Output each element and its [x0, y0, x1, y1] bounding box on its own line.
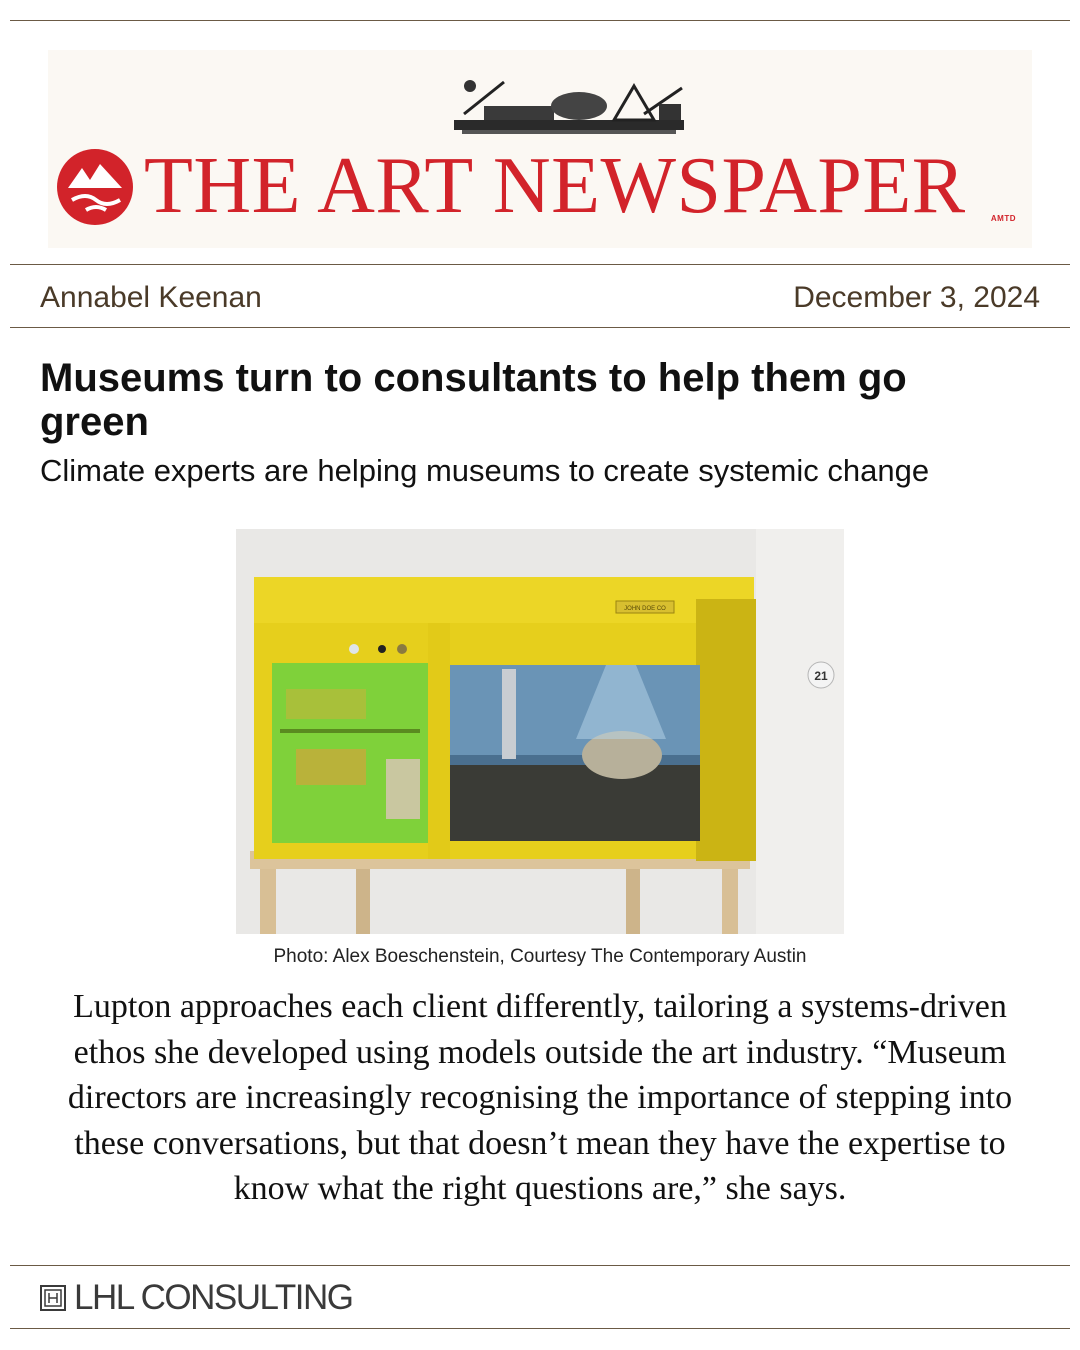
footer-brand-name: LHL CONSULTING — [74, 1278, 353, 1317]
byline-bottom-rule — [10, 327, 1070, 328]
masthead-bottom-rule — [10, 264, 1070, 265]
footer-top-rule — [10, 1265, 1070, 1266]
article-photo — [236, 529, 844, 934]
article-headline: Museums turn to consultants to help them go green — [40, 356, 907, 444]
cabinet-plate-label: JOHN DOE CO — [624, 606, 666, 612]
byline — [40, 276, 1040, 320]
footer-brand — [40, 1278, 353, 1318]
author-name: Annabel Keenan — [40, 281, 262, 314]
lhl-monogram-icon — [40, 1285, 66, 1311]
masthead-title: THE ART NEWSPAPER — [144, 142, 966, 230]
article-subheadline: Climate experts are helping museums to create systemic change — [40, 453, 930, 488]
mountain-seal-icon — [56, 148, 134, 226]
photo-caption: Photo: Alex Boeschenstein, Courtesy The Contemporary Austin — [273, 946, 807, 967]
publish-date: December 3, 2024 — [793, 281, 1040, 314]
article-quote: Lupton approaches each client differently, tailoring a systems-driven ethos she developed using models outside the art industry. “Museum directors are increasingly recognising the importance of stepping into these conversations, but that doesn’t mean they have the expertise to know what the right questions are,” she says. — [67, 988, 1013, 1207]
bottom-rule — [10, 1328, 1070, 1329]
wall-number-label: 21 — [814, 669, 828, 683]
masthead-submark: AMTD — [990, 214, 1016, 223]
top-rule — [10, 20, 1070, 21]
masthead-banner — [48, 50, 1032, 248]
artist-tools-illustration — [444, 76, 694, 138]
